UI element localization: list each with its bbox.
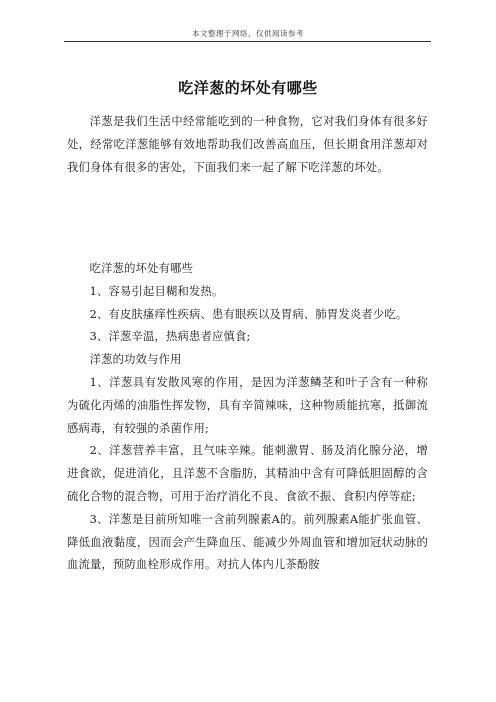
harm-item-2: 2、有皮肤瘙痒性疾病、患有眼疾以及胃病、肺胃发炎者少吃。 [89,307,408,321]
intro-paragraph: 洋葱是我们生活中经常能吃到的一种食物，它对我们身体有很多好处，经常吃洋葱能够有效地帮助我们改善高血压，但长期食用洋葱却对我们身体有很多的害处，下面我们来一起了解下吃洋葱的坏处。 [67,115,428,174]
section-heading-benefits: 洋葱的功效与作用 [89,353,182,367]
header-divider [64,41,431,42]
header-note: 本文整理于网络，仅供阅读参考 [192,29,304,38]
harm-item-3: 3、洋葱辛温，热病患者应慎食; [89,330,251,344]
harm-item-1: 1、容易引起目糊和发热。 [89,284,224,298]
benefit-item-2: 2、洋葱营养丰富，且气味辛辣。能刺激胃、肠及消化腺分泌，增进食欲，促进消化，且洋葱不含脂肪，其精油中含有可降低胆固醇的含硫化合物的混合物，可用于治疗消化不良、食欲不振、食积内停等症; [67,444,428,503]
benefit-item-1: 1、洋葱具有发散风寒的作用，是因为洋葱鳞茎和叶子含有一种称为硫化丙烯的油脂性挥发物，具有辛简辣味，这种物质能抗寒，抵御流感病毒，有较强的杀菌作用; [67,375,428,435]
benefit-item-3: 3、洋葱是目前所知唯一含前列腺素A的。前列腺素A能扩张血管、降低血液黏度，因而会产生降血压、能减少外周血管和增加冠状动脉的血流量，预防血栓形成作用。对抗人体内儿茶酚胺 [67,512,428,572]
intro-block [67,111,428,179]
content-sections [67,258,428,577]
section-heading-harms: 吃洋葱的坏处有哪些 [89,262,194,275]
page-title: 吃洋葱的坏处有哪些 [178,79,318,97]
